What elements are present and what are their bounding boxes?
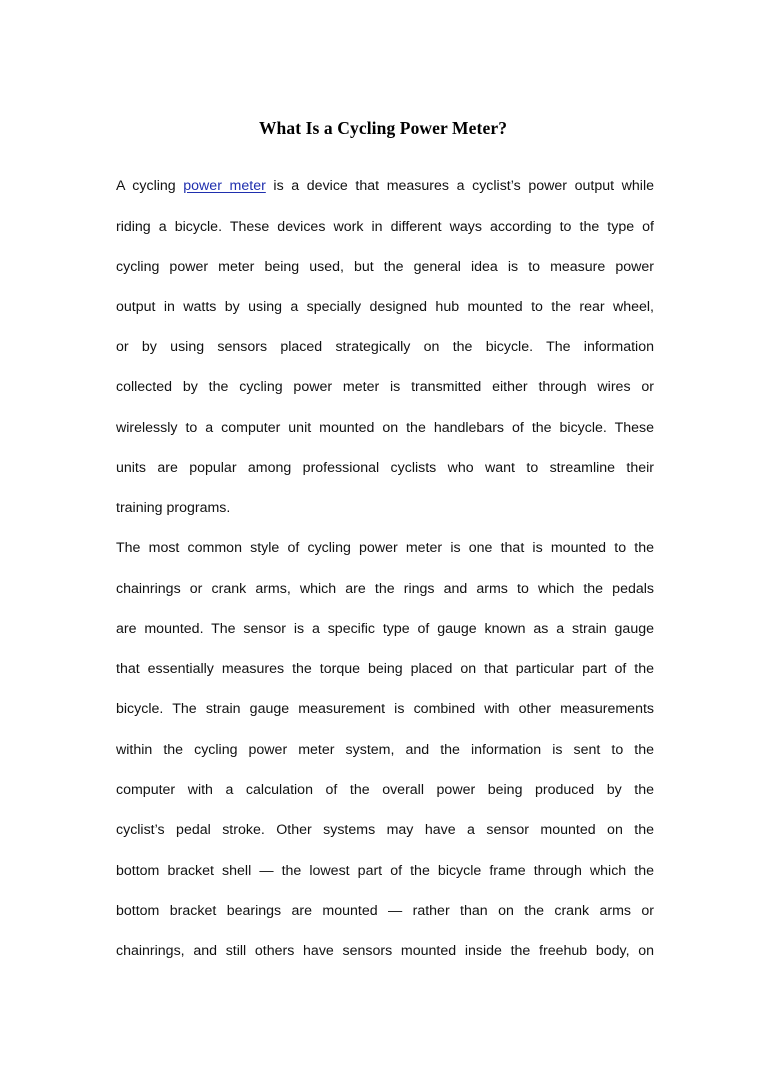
paragraph-2-line-9: bottom bracket shell — the lowest part of the bicycle frame through which the: [116, 863, 654, 879]
title-text: What Is a Cycling Power Meter?: [258, 118, 508, 138]
paragraph-1-line-6: collected by the cycling power meter is transmitted either through wires or: [116, 379, 654, 395]
paragraph-1-line-3: cycling power meter being used, but the general idea is to measure power: [116, 259, 654, 275]
paragraph-1-line-4: output in watts by using a specially designed hub mounted to the rear wheel,: [116, 299, 654, 315]
line-1-text-after: is a device that measures a cyclist’s power output while: [265, 178, 654, 194]
paragraph-2-line-11: chainrings, and still others have sensors mounted inside the freehub body, on: [116, 943, 654, 959]
paragraph-1-line-5: or by using sensors placed strategically on the bicycle. The information: [116, 339, 654, 355]
paragraph-2-line-1: The most common style of cycling power meter is one that is mounted to the: [116, 540, 654, 556]
paragraph-2-line-3: are mounted. The sensor is a specific type of gauge known as a strain gauge: [116, 621, 654, 637]
paragraph-1-line-2: riding a bicycle. These devices work in different ways according to the type of: [116, 219, 654, 235]
page-title: [0, 118, 768, 139]
paragraph-2-line-8: cyclist’s pedal stroke. Other systems may have a sensor mounted on the: [116, 822, 654, 838]
paragraph-2-line-4: that essentially measures the torque being placed on that particular part of the: [116, 661, 654, 677]
paragraph-2-line-2: chainrings or crank arms, which are the rings and arms to which the pedals: [116, 581, 654, 597]
power-meter-link[interactable]: power meter: [183, 178, 266, 194]
paragraph-1-line-9: training programs.: [116, 500, 231, 516]
paragraph-2-line-10: bottom bracket bearings are mounted — rather than on the crank arms or: [116, 903, 654, 919]
paragraph-1-line-7: wirelessly to a computer unit mounted on the handlebars of the bicycle. These: [116, 420, 654, 436]
line-1-text-before: A cycling: [116, 178, 184, 194]
paragraph-2-line-6: within the cycling power meter system, and the information is sent to the: [116, 742, 654, 758]
paragraph-2-line-5: bicycle. The strain gauge measurement is combined with other measurements: [116, 701, 654, 717]
paragraph-1-line-8: units are popular among professional cyclists who want to streamline their: [116, 460, 654, 476]
paragraph-2-line-7: computer with a calculation of the overall power being produced by the: [116, 782, 654, 798]
paragraph-1-line-1: [116, 176, 654, 196]
